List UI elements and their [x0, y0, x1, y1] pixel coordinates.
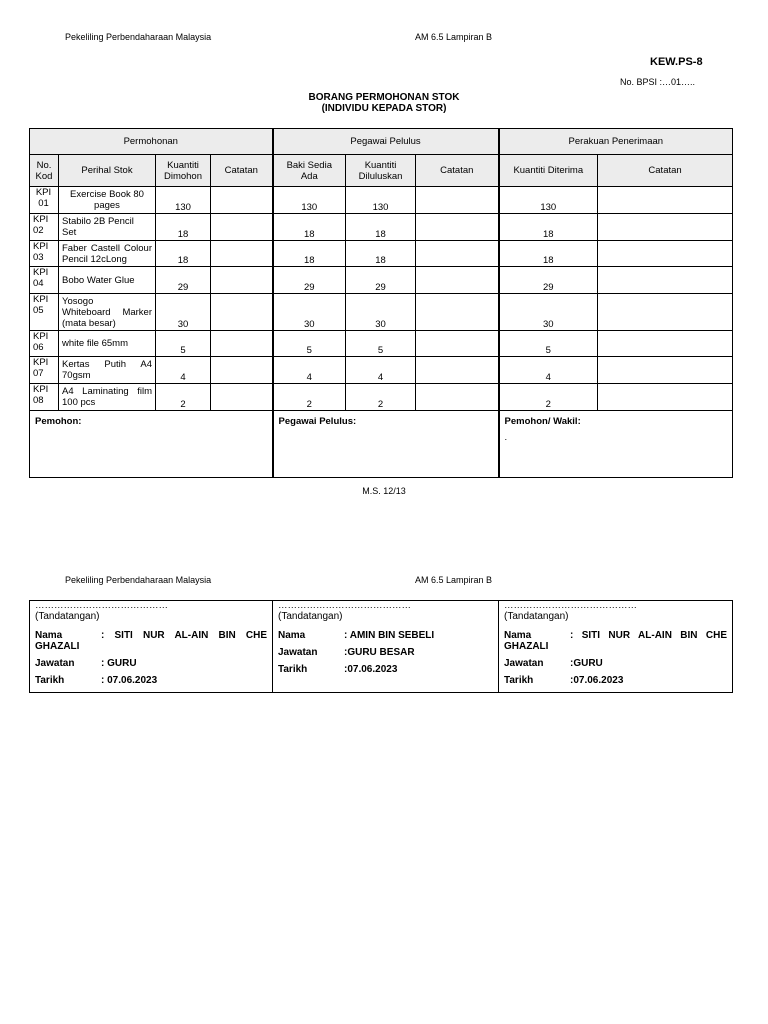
stock-items: [30, 187, 733, 411]
item-quantity-received: 5: [499, 331, 598, 357]
position-label: Jawatan: [35, 658, 75, 669]
item-balance-available: 18: [273, 214, 346, 241]
date-field: [504, 675, 727, 686]
col-header-requested: Kuantiti Dimohon: [156, 155, 211, 187]
item-request-notes: [211, 384, 273, 411]
date-field: [35, 675, 267, 686]
item-quantity-requested: 18: [156, 241, 211, 267]
signature-block-approver: [273, 601, 499, 693]
item-description: [59, 357, 156, 384]
item-description: [59, 241, 156, 267]
col-header-receipt-notes: Catatan: [598, 155, 733, 187]
item-approval-notes: [416, 214, 499, 241]
item-quantity-approved: 130: [346, 187, 416, 214]
item-quantity-approved: 18: [346, 214, 416, 241]
item-quantity-requested: 130: [156, 187, 211, 214]
item-quantity-received: 18: [499, 241, 598, 267]
item-receipt-notes: [598, 214, 733, 241]
applicant-signoff: [30, 411, 273, 478]
item-description-line: Yosogo: [62, 295, 94, 307]
col-header-description: Perihal Stok: [59, 155, 156, 187]
item-receipt-notes: [598, 187, 733, 214]
item-description: [59, 384, 156, 411]
applicant-label: Pemohon:: [35, 416, 82, 427]
date-label: Tarikh: [278, 664, 308, 675]
position-field: [35, 658, 267, 669]
item-description: [59, 267, 156, 294]
name-field: [278, 630, 493, 641]
item-code: KPI 03: [30, 241, 59, 267]
item-request-notes: [211, 187, 273, 214]
stock-item-row: [30, 241, 733, 267]
position-value: : GURU: [101, 658, 137, 669]
item-quantity-approved: 4: [346, 357, 416, 384]
receiver-signoff: [499, 411, 733, 478]
item-quantity-approved: 5: [346, 331, 416, 357]
item-quantity-requested: 30: [156, 294, 211, 331]
item-approval-notes: [416, 267, 499, 294]
item-code: KPI 04: [30, 267, 59, 294]
page-number: M.S. 12/13: [362, 486, 406, 496]
item-quantity-requested: 29: [156, 267, 211, 294]
item-receipt-notes: [598, 384, 733, 411]
signature-line: ……………………………………: [35, 601, 168, 611]
name-field: [35, 630, 267, 652]
col-header-received: Kuantiti Diterima: [499, 155, 598, 187]
item-request-notes: [211, 357, 273, 384]
appendix-reference: AM 6.5 Lampiran B: [415, 32, 493, 42]
signoff-section: [30, 411, 733, 478]
form-title-sub: (INDIVIDU KEPADA STOR): [321, 103, 447, 114]
name-field: [504, 630, 727, 652]
item-quantity-approved: 18: [346, 241, 416, 267]
signature-caption: (Tandatangan): [504, 611, 569, 622]
name-label: Nama: [278, 630, 306, 641]
item-balance-available: 4: [273, 357, 346, 384]
item-quantity-requested: 5: [156, 331, 211, 357]
item-code: KPI 02: [30, 214, 59, 241]
item-approval-notes: [416, 187, 499, 214]
item-receipt-notes: [598, 294, 733, 331]
item-quantity-received: 18: [499, 214, 598, 241]
item-description-line: Stabilo 2B Pencil: [62, 216, 134, 227]
name-label: Nama: [35, 630, 63, 641]
name-label: Nama: [504, 630, 532, 641]
position-label: Jawatan: [504, 658, 544, 669]
item-description-line: Kertas Putih A4: [62, 359, 152, 370]
signature-block-applicant: [30, 601, 273, 693]
item-description-line: pages: [94, 200, 120, 211]
bpsi-number: No. BPSI :…01…..: [620, 77, 696, 87]
col-header-approved: Kuantiti Diluluskan: [346, 155, 416, 187]
item-quantity-received: 4: [499, 357, 598, 384]
name-value: : AMIN BIN SEBELI: [344, 630, 435, 641]
item-request-notes: [211, 331, 273, 357]
circular-title-page2: Pekeliling Perbendaharaan Malaysia: [65, 575, 212, 585]
item-quantity-received: 30: [499, 294, 598, 331]
group-request: Permohonan: [30, 129, 273, 155]
item-description: [59, 331, 156, 357]
stock-item-row: [30, 357, 733, 384]
position-label: Jawatan: [278, 647, 318, 658]
item-balance-available: 130: [273, 187, 346, 214]
signature-caption: (Tandatangan): [35, 611, 100, 622]
receiver-mark: .: [504, 432, 508, 443]
signature-line: ……………………………………: [278, 601, 411, 611]
item-request-notes: [211, 214, 273, 241]
signature-row: [30, 601, 733, 693]
item-receipt-notes: [598, 331, 733, 357]
item-quantity-requested: 4: [156, 357, 211, 384]
item-balance-available: 18: [273, 241, 346, 267]
col-header-request-notes: Catatan: [211, 155, 273, 187]
item-code: KPI 01: [30, 187, 59, 214]
signature-caption: (Tandatangan): [278, 611, 343, 622]
approver-label: Pegawai Pelulus:: [278, 416, 357, 427]
date-value: :07.06.2023: [344, 664, 398, 675]
signoff-row: [30, 411, 733, 478]
stock-item-row: [30, 187, 733, 214]
item-request-notes: [211, 241, 273, 267]
approver-signoff: [273, 411, 499, 478]
item-code: KPI 07: [30, 357, 59, 384]
item-approval-notes: [416, 384, 499, 411]
item-request-notes: [211, 294, 273, 331]
stock-item-row: [30, 267, 733, 294]
item-description-line: Whiteboard Marker: [62, 306, 152, 318]
stock-item-row: [30, 331, 733, 357]
position-value: :GURU: [570, 658, 603, 669]
signature-line: ……………………………………: [504, 601, 637, 611]
item-description-line: white file 65mm: [62, 338, 128, 349]
group-header-row: [30, 129, 733, 155]
item-quantity-received: 2: [499, 384, 598, 411]
item-description: [59, 214, 156, 241]
item-code: KPI 05: [30, 294, 59, 331]
form-title: [0, 92, 768, 114]
signature-table: [29, 600, 733, 693]
date-label: Tarikh: [35, 675, 65, 686]
col-header-code: No. Kod: [30, 155, 59, 187]
name-value: : SITI NUR AL-AIN BIN CHE GHAZALI: [35, 630, 267, 652]
item-description-line: Set: [62, 227, 77, 238]
form-title-main: BORANG PERMOHONAN STOK: [308, 92, 460, 103]
item-description-line: Bobo Water Glue: [62, 274, 135, 286]
item-code: KPI 06: [30, 331, 59, 357]
item-approval-notes: [416, 331, 499, 357]
item-approval-notes: [416, 294, 499, 331]
circular-title: Pekeliling Perbendaharaan Malaysia: [65, 32, 212, 42]
item-receipt-notes: [598, 357, 733, 384]
item-description: [59, 294, 156, 331]
item-code: KPI 08: [30, 384, 59, 411]
group-receipt: Perakuan Penerimaan: [499, 129, 733, 155]
receiver-label: Pemohon/ Wakil:: [504, 416, 581, 427]
item-description-line: Exercise Book 80: [70, 189, 144, 200]
stock-item-row: [30, 384, 733, 411]
appendix-reference-page2: AM 6.5 Lampiran B: [415, 575, 493, 585]
name-value: : SITI NUR AL-AIN BIN CHE GHAZALI: [504, 630, 727, 652]
item-balance-available: 30: [273, 294, 346, 331]
item-description-line: 100 pcs: [62, 397, 96, 408]
item-receipt-notes: [598, 241, 733, 267]
item-description-line: Pencil 12cLong: [62, 253, 127, 265]
stock-item-row: [30, 214, 733, 241]
table-header: [30, 129, 733, 187]
item-approval-notes: [416, 241, 499, 267]
item-quantity-approved: 29: [346, 267, 416, 294]
item-balance-available: 5: [273, 331, 346, 357]
item-receipt-notes: [598, 267, 733, 294]
position-value: :GURU BESAR: [344, 647, 415, 658]
item-description-line: (mata besar): [62, 317, 116, 329]
item-quantity-received: 130: [499, 187, 598, 214]
date-field: [278, 664, 493, 675]
item-quantity-requested: 18: [156, 214, 211, 241]
date-label: Tarikh: [504, 675, 534, 686]
item-description-line: A4 Laminating film: [62, 386, 152, 397]
signature-block-receiver: [499, 601, 733, 693]
stock-request-table: [29, 128, 733, 478]
stock-item-row: [30, 294, 733, 331]
item-quantity-received: 29: [499, 267, 598, 294]
form-code: KEW.PS-8: [650, 56, 703, 68]
item-approval-notes: [416, 357, 499, 384]
item-balance-available: 2: [273, 384, 346, 411]
position-field: [278, 647, 493, 658]
column-header-row: [30, 155, 733, 187]
date-value: : 07.06.2023: [101, 675, 158, 686]
item-quantity-requested: 2: [156, 384, 211, 411]
position-field: [504, 658, 727, 669]
group-approver: Pegawai Pelulus: [273, 129, 499, 155]
col-header-approval-notes: Catatan: [416, 155, 499, 187]
item-request-notes: [211, 267, 273, 294]
item-description-line: Faber Castell Colour: [62, 242, 152, 254]
col-header-balance: Baki Sedia Ada: [273, 155, 346, 187]
item-quantity-approved: 30: [346, 294, 416, 331]
item-description-line: 70gsm: [62, 370, 91, 381]
date-value: :07.06.2023: [570, 675, 624, 686]
item-balance-available: 29: [273, 267, 346, 294]
item-quantity-approved: 2: [346, 384, 416, 411]
item-description: [59, 187, 156, 214]
